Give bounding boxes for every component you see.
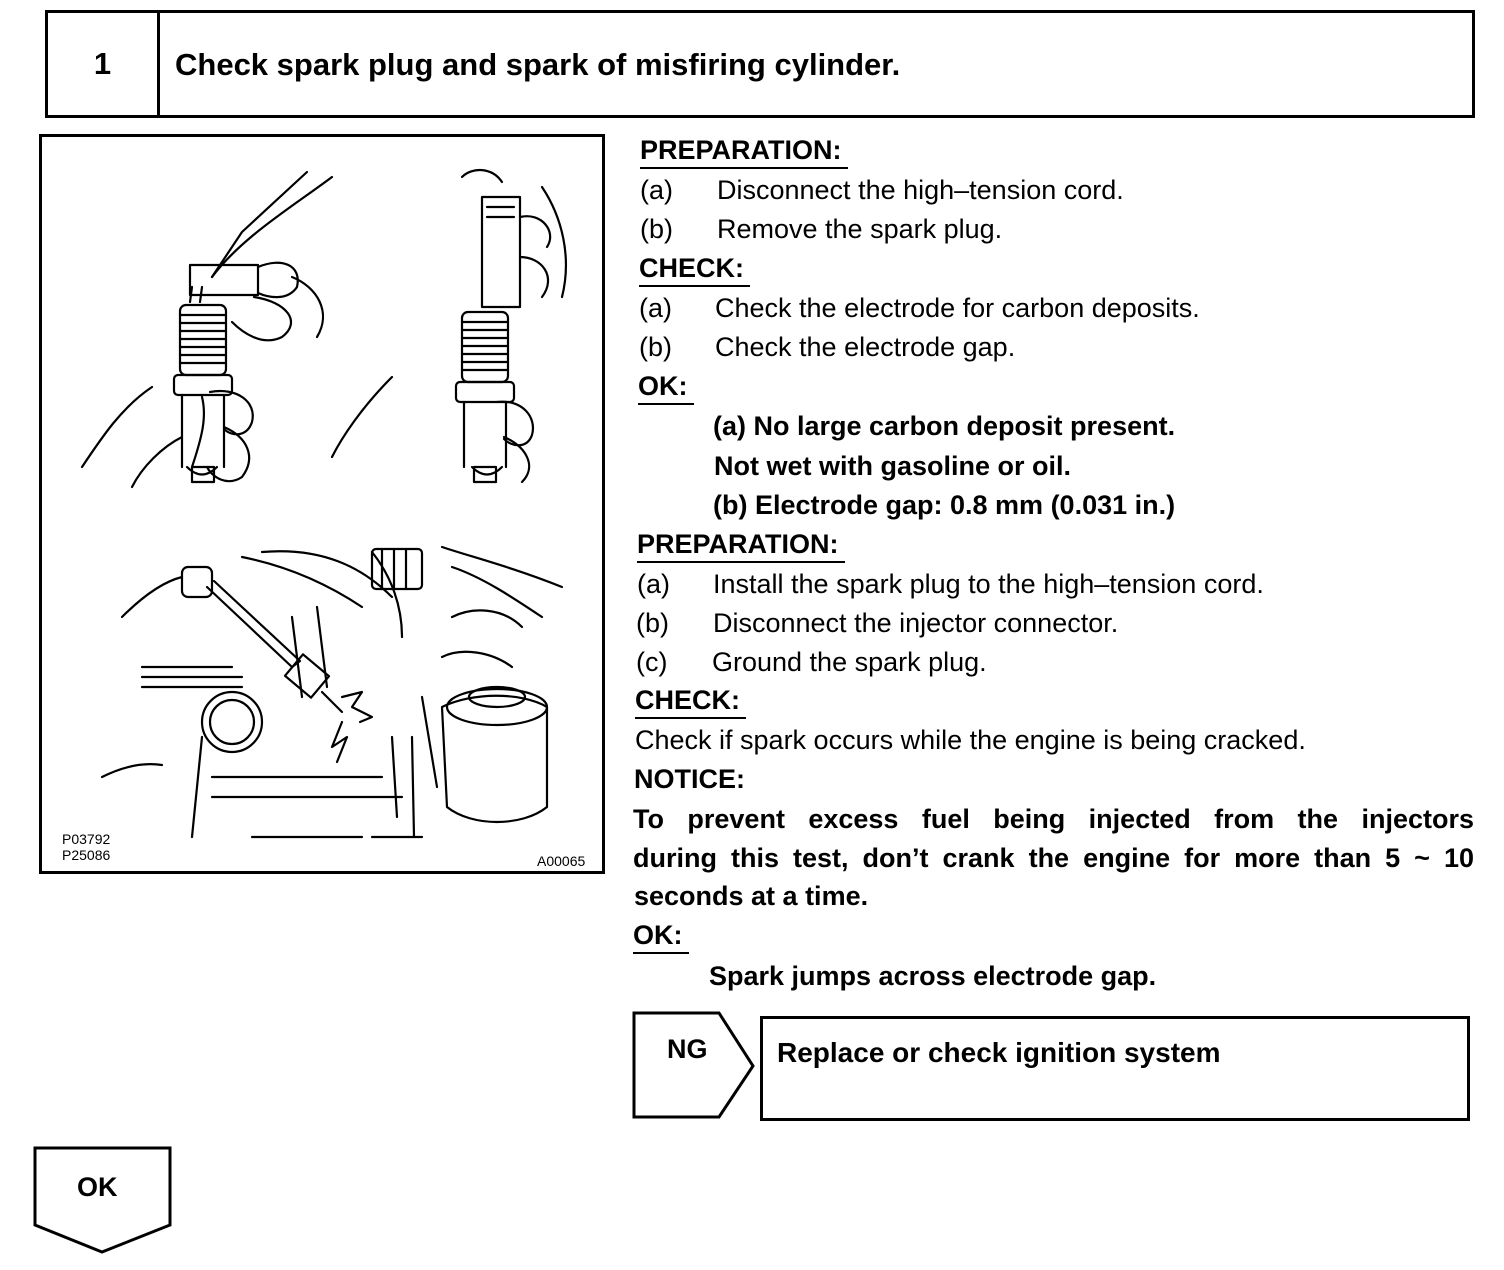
ok-2-text: Spark jumps across electrode gap. bbox=[709, 961, 1157, 991]
prep-2c-letter: (c) bbox=[636, 647, 668, 677]
check-2-text: Check if spark occurs while the engine is being cracked. bbox=[635, 725, 1306, 755]
notice-line-3: seconds at a time. bbox=[634, 881, 869, 911]
prep-1a-text: Disconnect the high–tension cord. bbox=[717, 175, 1124, 205]
prep-2a-letter: (a) bbox=[637, 569, 670, 599]
prep-2b-letter: (b) bbox=[636, 608, 669, 638]
ok-1-line-a: (a) No large carbon deposit present. bbox=[713, 411, 1176, 441]
ok-heading-1: OK: bbox=[638, 370, 694, 402]
figure-code-1: P03792 bbox=[62, 831, 111, 847]
prep-1a-letter: (a) bbox=[640, 175, 673, 205]
ng-label: NG bbox=[667, 1034, 708, 1064]
prep-1b-letter: (b) bbox=[640, 214, 673, 244]
illustration-figure bbox=[39, 134, 605, 874]
step-header bbox=[45, 10, 1475, 118]
figure-code-3: A00065 bbox=[537, 853, 586, 869]
check-heading-1: CHECK: bbox=[639, 252, 750, 284]
ok-heading-2: OK: bbox=[633, 919, 689, 951]
check-heading-2: CHECK: bbox=[635, 684, 746, 716]
step-title: Check spark plug and spark of misfiring cylinder. bbox=[175, 47, 901, 82]
ok-label: OK bbox=[77, 1172, 118, 1202]
prep-1b-text: Remove the spark plug. bbox=[717, 214, 1003, 244]
ng-arrow-box-icon bbox=[632, 1011, 757, 1121]
preparation-heading-1: PREPARATION: bbox=[640, 134, 848, 166]
ng-result-text: Replace or check ignition system bbox=[777, 1037, 1221, 1068]
notice-line-2: during this test, don’t crank the engine for more than 5 ~ 10 bbox=[633, 843, 1474, 873]
notice-line-1: To prevent excess fuel being injected from the injectors bbox=[633, 804, 1474, 834]
check-1a-letter: (a) bbox=[639, 293, 672, 323]
check-1a-text: Check the electrode for carbon deposits. bbox=[715, 293, 1200, 323]
prep-2a-text: Install the spark plug to the high–tension cord. bbox=[713, 569, 1264, 599]
check-1b-letter: (b) bbox=[639, 332, 672, 362]
notice-heading: NOTICE: bbox=[634, 764, 745, 794]
prep-2c-text: Ground the spark plug. bbox=[712, 647, 987, 677]
ok-1-line-a2: Not wet with gasoline or oil. bbox=[714, 451, 1072, 481]
spark-plug-illustration-icon bbox=[42, 137, 602, 871]
ng-result-box bbox=[760, 1016, 1470, 1121]
check-1b-text: Check the electrode gap. bbox=[715, 332, 1016, 362]
step-number: 1 bbox=[48, 13, 160, 115]
ok-1-line-b: (b) Electrode gap: 0.8 mm (0.031 in.) bbox=[713, 490, 1176, 520]
prep-2b-text: Disconnect the injector connector. bbox=[713, 608, 1119, 638]
figure-code-2: P25086 bbox=[62, 847, 111, 863]
preparation-heading-2: PREPARATION: bbox=[637, 528, 845, 560]
